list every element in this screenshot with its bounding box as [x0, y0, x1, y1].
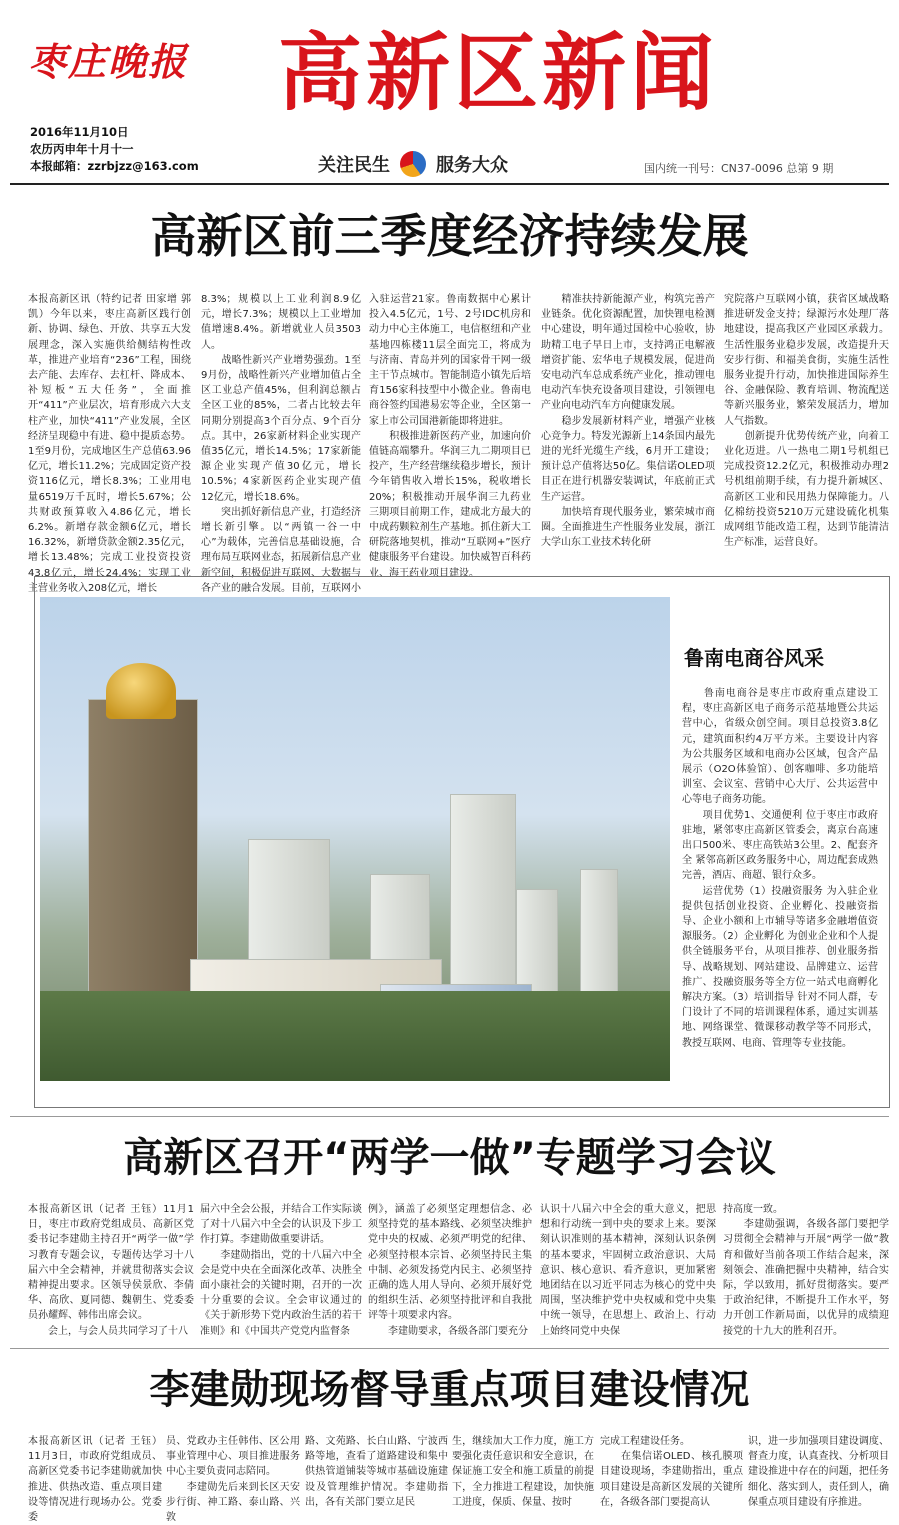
- newspaper-logo: 枣庄晚报: [28, 39, 189, 84]
- issue-meta: [30, 124, 290, 175]
- masthead-divider: [10, 183, 889, 185]
- article1-col5: 究院落户互联网小镇，获省区域战略推进研发金支持；绿源污水处理厂落地建设，提高我区产业园区承载力。生活性服务业稳步发展，改造提升天安步行街、和福美食街，实施生活性服务业提升行动，加快推进国际养生谷、金融保险、教育培训、物流配送等新兴服务业，繁荣发展活力，增加人气指数。 创新提升优势传统产业，向着工业化迈进。八一热电二期1号机组已完成投资12.2亿元，积极推动办理2号机组前期手续，有力提升新城区、高新区工业和民用热力保障能力。八亿棉纺投资5210万元建设硫化机集成网组节能改造工程，达到节能清洁生产标准，运营良好。: [724, 294, 889, 549]
- article1-col4: 精准扶持新能源产业，构筑完善产业链条。优化资源配置，加快锂电检测中心建设，明年通过国检中心验收，协助精工电子早日上市，支持鸿正电解液增资扩能、宏华电子规模发展，促进尚安电动汽车总成系统产业化，推动锂电电动汽车快充设备项目建设，引领锂电产业向电动汽车方向健康发展。 稳步发展新材料产业，增强产业核心竞争力。特发光源新上14条国内最先进的光纤光缆生产线，6月开工建设；预计总产值将达50亿。集信诺OLED项目正在进行机器安装调试，年底前正式生产运营。 加快培育现代服务业，繁荣城市商圈。全面推进生产性服务业发展，浙江大学山东工业技术转化研: [541, 294, 715, 549]
- emblem-icon: [400, 151, 426, 177]
- issue-number: 国内统一刊号：CN37-0096 总第 9 期: [644, 162, 834, 175]
- article3-col4: 生，继续加大工作力度，施工方要强化责任意识和安全意识，在保证施工安全和施工质量的前提下，全力推进工程建设，加快施工进度，保质、保量、按时: [452, 1436, 594, 1508]
- article2-headline: 高新区召开“两学一做”专题学习会议: [123, 1135, 776, 1181]
- article2-col4: 认识十八届六中全会的重大意义，把思想和行动统一到中央的要求上来。要深刻认识准则的基本精神，深刻认识条例的基本要求，牢固树立政治意识、大局意识、核心意识、看齐意识，更加紧密地团结在以习近平同志为核心的党中央周围，坚决维护党中央权威和党中央集中统一领导，在思想上、政治上、行动上始终同党中央保: [540, 1204, 716, 1337]
- article2-col3: 例》，涵盖了必须坚定理想信念、必须坚持党的基本路线、必须坚决维护党中央的权威、必须严明党的纪律、必须坚持根本宗旨、必须坚持民主集中制、必须发扬党内民主、必须坚持正确的选人用人导向、必须开展好党的组织生活、必须坚持批评和自我批评等十项要求内容。 李建勋要求，各级各部门要充分: [368, 1204, 532, 1337]
- section-divider-1: [10, 1116, 889, 1117]
- article3-headline: 李建勋现场督导重点项目建设情况: [149, 1367, 750, 1413]
- section-title: 高新区新闻: [278, 24, 719, 122]
- contact-email[interactable]: 本报邮箱：zzrbjzz@163.com: [30, 159, 199, 173]
- slogan-left: 关注民生: [318, 155, 390, 176]
- tree-line: [40, 991, 670, 1081]
- article3-col2: 员、党政办主任韩伟、区公用事业管理中心、项目推进服务中心主要负责同志陪同。 李建勋先后来到长区天安步行街、神工路、泰山路、兴敦: [166, 1436, 300, 1524]
- article1-col2: 8.3%；规模以上工业利润8.9亿元，增长7.3%；规模以上工业增加值增速8.4%。新增就业人员3503人。 战略性新兴产业增势强劲。1至9月份，战略性新兴产业增加值占全区工业总产值45%，但利润总额占全区工业的85%，二者占比较去年同期分别提高3个百分点、9个百分点。其中，26家新材料企业实现产值35亿元，增长14.5%；17家新能源企业实现产值30亿元，增长10.5%；4家新医药企业实现产值12亿元，增长18.6%。 突出抓好新信息产业，打造经济增长新引擎。以“两镇一谷一中心”为载体，完善信息基础设施，合理布局互联网业态，拓展新信息产业新空间，积极促进互联网、大数据与各产业的融合发展。目前，互联网小: [201, 294, 361, 594]
- slogan: [318, 150, 628, 178]
- slogan-right: 服务大众: [436, 155, 508, 176]
- article3-col3: 路、文苑路、长白山路、宁波西路等地，查看了道路建设和集中供热管道铺装等城市基础设施建设及管理维护情况。李建勋指出，各有关部门要立足民: [305, 1436, 448, 1508]
- article1-col1: 本报高新区讯（特约记者 田家增 郭凯）今年以来，枣庄高新区践行创新、协调、绿色、开放、共享五大发展理念，深入实施供给侧结构性改革，推进产业培育“236”工程，围绕去产能、去库存、去杠杆、降成本、补短板“五大任务”，全面推开“411”产业层次，培育形成六大支柱产业，加快“411”产业发展，全区经济呈现稳中有进、稳中提质态势。1至9月份，完成地区生产总值63.96亿元，增长11.2%；完成固定资产投资116亿元，增长8.3%；工业用电量6519万千瓦时，增长5.67%；公共财政预算收入4.86亿元，增长6.2%。新增存款金额6亿元，增长16.32%，新增贷款金额2.35亿元，增长13.48%；完成工业投资投资43.8亿元，增长24.4%；实现工业主营业务收入208亿元，增长: [28, 294, 191, 594]
- article3-col1: 本报高新区讯（记者 王钰）11月3日，市政府党组成员、高新区党委书记李建勋就加快推进、供热改造、重点项目建设等情况进行现场办公。党委委: [28, 1436, 162, 1524]
- issue-date: 2016年11月10日: [30, 125, 129, 139]
- article2-col2: 届六中全会公报，并结合工作实际谈了对十八届六中全会的认识及下步工作打算。李建勋做重要讲话。 李建勋指出，党的十八届六中全会是党中央在全面深化改革、决胜全面小康社会的关键时期，召开的一次十分重要的会议。全会审议通过的《关于新形势下党内政治生活的若干准则》和《中国共产党党内监督条: [200, 1204, 362, 1337]
- article2-col5: 持高度一致。 李建勋强调，各级各部门要把学习贯彻全会精神与开展“两学一做”教育和做好当前各项工作结合起来，深刻领会、准确把握中央精神，结合实际，学以致用，抓好贯彻落实。要严于政治纪律，不断提升工作水平，努力开创工作新局面，以优异的成绩迎接党的十九大的胜利召开。: [723, 1204, 889, 1337]
- golden-dome: [106, 663, 176, 719]
- feature-title: 鲁南电商谷风采: [684, 646, 824, 670]
- article2-col1: 本报高新区讯（记者 王钰）11月1日，枣庄市政府党组成员、高新区党委书记李建勋主持召开“两学一做”学习教育专题会议，专题传达学习十八届六中全会精神，并就贯彻落实会议精神提出要求。区领导侯景欣、李倩华、高欣、夏同德、魏朝生、党委委员孙耀辉、韩伟出席会议。 会上，与会人员共同学习了十八: [28, 1204, 194, 1337]
- feature-caption: 鲁南电商谷是枣庄市政府重点建设工程，枣庄高新区电子商务示范基地暨公共运营中心，省级众创空间。项目总投资3.8亿元，建筑面积约4万平方米。主要设计内容为公共服务区域和电商办公区域，包含产品展示（O2O体验馆）、创客咖啡、多功能培训室、会议室、营销中心大厅、公共运营中心等电子商务功能。 项目优势1、交通便利 位于枣庄市政府驻地，紧邻枣庄高新区管委会，离京台高速出口500米、枣庄高铁站3公里。2、配套齐全 紧邻高新区政务服务中心，周边配套成熟完善，酒店、商超、银行众多。 运营优势（1）投融资服务 为入驻企业提供包括创业投资、企业孵化、投融资指导、企业小额和上市辅导等诸多金融增值资源服务。（2）企业孵化 为创业企业和个人提供全链服务平台，从项目推荐、创业服务指导、战略规划、网站建设、品牌建立、运营推广、投融资服务等全方位一站式电商孵化解决方案。（3）培训指导 针对不同人群，专门设计了不同的培训课程体系，通过实训基地、网络课堂、微课移动教学等不同形式，教授互联网、电商、管理等专业技能。: [682, 688, 878, 1049]
- section-divider-2: [10, 1348, 889, 1349]
- article1-headline: 高新区前三季度经济持续发展: [150, 209, 749, 263]
- lunar-date: 农历丙申年十月十一: [30, 142, 134, 156]
- feature-photo: [40, 597, 670, 1081]
- article3-col6: 识，进一步加强项目建设调度、督查力度，认真查找、分析项目建设推进中存在的问题，把任务细化、落实到人，责任到人，确保重点项目建设有序推进。: [748, 1436, 889, 1508]
- article1-col3: 入驻运营21家。鲁南数据中心累计投入4.5亿元，1号、2号IDC机房和动力中心主体施工，电信枢纽和产业基地四栋楼11层全面完工，将成为与济南、青岛并列的国家骨干网一级主干节点城市。智能制造小镇先后培育156家科技型中小微企业。鲁南电商谷签约国港易宏等企业，全区第一家上市公司国港新能即将进驻。 积极推进新医药产业，加速向价值链高端攀升。华润三九二期项目已投产，生产经营继续稳步增长，预计今年销售收入增长15%，税收增长20%；积极推动开展华润三九药业三期项目前期工作，建成北方最大的中成药颗粒剂生产基地。抓住新大工研院落地契机，推动“互联网+”医疗健康服务平台建设。加快威智百科药业、海王药业项目建设。: [369, 294, 531, 579]
- article3-col5: 完成工程建设任务。 在集信诺OLED、核孔膜项目建设现场，李建勋指出，重点项目建设是高新区发展的关键所在，各级各部门要提高认: [600, 1436, 743, 1508]
